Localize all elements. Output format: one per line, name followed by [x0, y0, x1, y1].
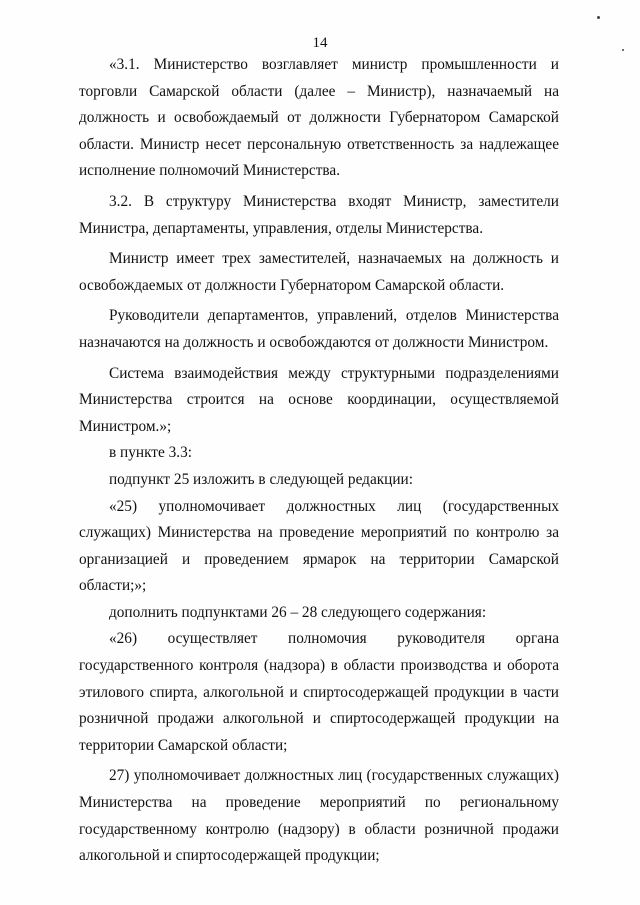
paragraph-heads: Руководители департаментов, управлений, отделов Министерства назначаются на должность и освобождаются от должности Министром.	[79, 307, 559, 351]
paragraph-3-2: 3.2. В структуру Министерства входят Министр, заместители Министра, департаменты, управления, отделы Министерства.	[79, 192, 559, 237]
paragraph-subpoint-25: «25) уполномочивает должностных лиц (государственных служащих) Министерства на проведение мероприятий по контролю за организацией и проведением ярмарок на территории Самарской области;»;	[79, 497, 559, 595]
paragraph-subpoint-25-intro: подпункт 25 изложить в следующей редакции:	[109, 470, 413, 488]
paragraph-3-1: «3.1. Министерство возглавляет министр промышленности и торговли Самарской области (далее – Министр), назначаемый на должность и освобождаемый от должности Губернатором Самарской области. Министр несет персональную ответственность за надлежащее исполнение полномочий Министерства.	[79, 56, 559, 180]
page-number: 14	[312, 35, 328, 51]
scan-speck	[597, 16, 600, 19]
paragraph-subpoint-26: «26) осуществляет полномочия руководителя органа государственного контроля (надзора) в области производства и оборота этилового спирта, алкогольной и спиртосодержащей продукции в части розничной продажи алкогольной и спиртосодержащей продукции на территории Самарской области;	[79, 630, 559, 754]
paragraph-add-subpoints: дополнить подпунктами 26 – 28 следующего содержания:	[109, 603, 487, 621]
paragraph-deputies: Министр имеет трех заместителей, назначаемых на должность и освобождаемых от должности Губернатором Самарской области.	[79, 250, 559, 294]
paragraph-interaction: Система взаимодействия между структурными подразделениями Министерства строится на основе координации, осуществляемой Министром.»;	[79, 364, 559, 435]
paragraph-subpoint-27: 27) уполномочивает должностных лиц (государственных служащих) Министерства на проведение мероприятий по региональному государственному контролю (надзору) в области розничной продажи алкогольной и спиртосодержащей продукции;	[79, 767, 559, 865]
document-body	[79, 52, 559, 870]
paragraph-point-3-3: в пункте 3.3:	[109, 444, 192, 462]
